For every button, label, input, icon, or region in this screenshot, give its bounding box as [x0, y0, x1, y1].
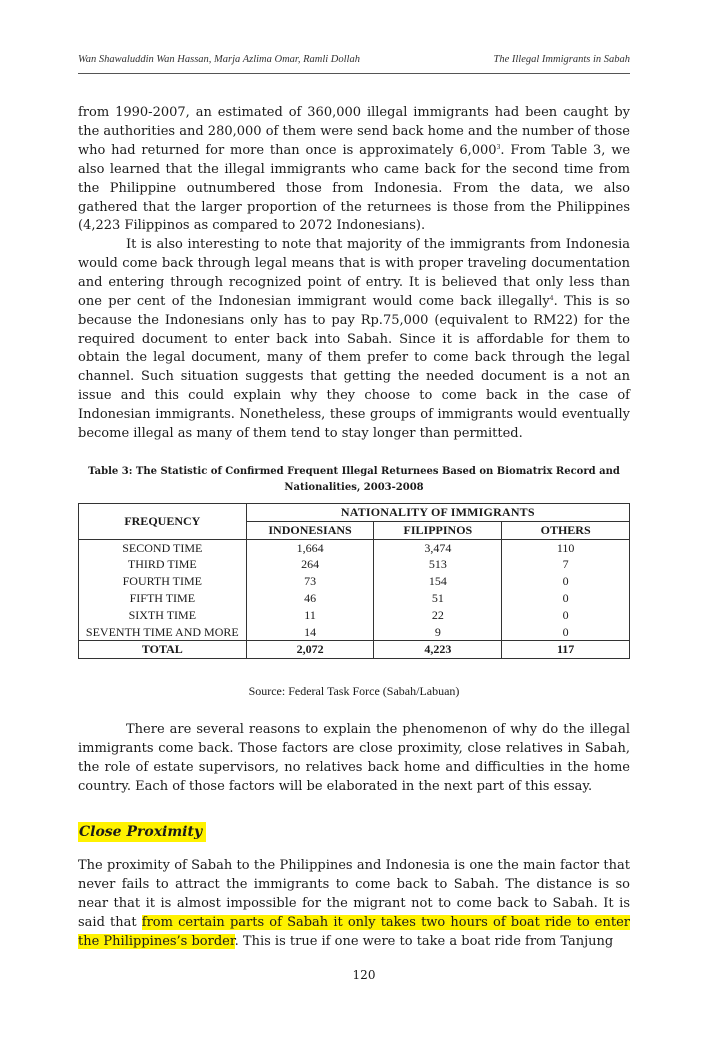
cell-indonesians: 1,664 [246, 539, 374, 556]
total-indonesians: 2,072 [246, 641, 374, 659]
paragraph-4 [78, 857, 630, 952]
total-label: TOTAL [79, 641, 247, 659]
table-header-row [79, 504, 630, 522]
cell-others: 0 [502, 590, 630, 607]
cell-others: 0 [502, 607, 630, 624]
table-total-row [79, 641, 630, 659]
cell-others: 0 [502, 624, 630, 641]
table-caption: Table 3: The Statistic of Confirmed Frequent Illegal Returnees Based on Biomatrix Record and Nationalities, 2003-2008 [88, 466, 620, 493]
row-label: FIFTH TIME [79, 590, 247, 607]
footnote-ref-4[interactable]: 4 [549, 294, 554, 302]
table-row [79, 556, 630, 573]
total-others: 117 [502, 641, 630, 659]
cell-indonesians: 46 [246, 590, 374, 607]
row-label: SECOND TIME [79, 539, 247, 556]
cell-indonesians: 14 [246, 624, 374, 641]
header-frequency: FREQUENCY [79, 504, 247, 540]
table-source: Source: Federal Task Force (Sabah/Labuan) [248, 684, 460, 698]
header-rule [78, 73, 630, 74]
cell-filippinos: 3,474 [374, 539, 502, 556]
row-label: THIRD TIME [79, 556, 247, 573]
running-header [78, 54, 630, 70]
paragraph-4-text-b: . This is true if one were to take a boat ride from Tanjung [234, 933, 614, 949]
table-row [79, 624, 630, 641]
header-journal-title: The Illegal Immigrants in Sabah [493, 54, 630, 65]
row-label: SIXTH TIME [79, 607, 247, 624]
cell-others: 7 [502, 556, 630, 573]
paragraph-1 [78, 104, 630, 236]
header-others: OTHERS [502, 521, 630, 539]
total-filippinos: 4,223 [374, 641, 502, 659]
cell-filippinos: 22 [374, 607, 502, 624]
row-label: FOURTH TIME [79, 573, 247, 590]
cell-indonesians: 264 [246, 556, 374, 573]
header-authors: Wan Shawaluddin Wan Hassan, Marja Azlima Omar, Ramli Dollah [78, 54, 360, 65]
paragraph-1-text-a: from 1990-2007, an estimated of 360,000 illegal immigrants had been caught by the authorities and 280,000 of them were send back home and the number of those who had returned for more than once is approximately 6,000 [78, 105, 630, 158]
header-filippinos: FILIPPINOS [374, 521, 502, 539]
table-row [79, 573, 630, 590]
cell-indonesians: 73 [246, 573, 374, 590]
cell-others: 0 [502, 573, 630, 590]
cell-filippinos: 9 [374, 624, 502, 641]
table-row [79, 607, 630, 624]
table-row [79, 590, 630, 607]
paragraph-1-text-b: . From Table 3, we also learned that the illegal immigrants who came back for the second time from the Philippine outnumbered those from Indonesia. From the data, we also gathered that the larger proportion of the returnees is those from the Philippines (4,223 Filippinos as compared to 2072 Indonesians). [78, 142, 631, 234]
cell-filippinos: 154 [374, 573, 502, 590]
statistics-table [78, 503, 630, 659]
paragraph-3 [78, 721, 630, 797]
header-nationality-group: NATIONALITY OF IMMIGRANTS [246, 504, 629, 522]
paragraph-2 [78, 236, 630, 444]
header-indonesians: INDONESIANS [246, 521, 374, 539]
cell-indonesians: 11 [246, 607, 374, 624]
footnote-ref-3[interactable]: 3 [496, 143, 501, 151]
cell-filippinos: 513 [374, 556, 502, 573]
page-number: 120 [352, 968, 376, 982]
paragraph-2-text-b: . This is so because the Indonesians only has to pay Rp.75,000 (equivalent to RM22) for the required document to enter back into Sabah. Since it is affordable for them to obtain the legal document, many of them prefer to come back through the legal channel. Such situation suggests that getting the needed document is a not an issue and this could explain why they choose to come back in the case of Indonesian immigrants. Nonetheless, these groups of immigrants would eventually become illegal as many of them tend to stay longer than permitted. [78, 293, 630, 442]
cell-others: 110 [502, 539, 630, 556]
section-heading-close-proximity: Close Proximity [78, 822, 206, 842]
highlighted-passage: from certain parts of Sabah it only takes two hours of boat ride to enter the Philippines’s border [78, 914, 630, 949]
paragraph-4-text-a: The proximity of Sabah to the Philippines and Indonesia is one the main factor that never fails to attract the immigrants to come back to Sabah. The distance is so near that it is almost impossible for the migrant not to come back to Sabah. It is said that [78, 858, 630, 930]
paragraph-3-text: There are several reasons to explain the phenomenon of why do the illegal immigrants come back. Those factors are close proximity, close relatives in Sabah, the role of estate supervisors, no relatives back home and difficulties in the home country. Each of those factors will be elaborated in the next part of this essay. [78, 722, 630, 794]
cell-filippinos: 51 [374, 590, 502, 607]
table-row [79, 539, 630, 556]
row-label: SEVENTH TIME AND MORE [79, 624, 247, 641]
paragraph-2-text-a: It is also interesting to note that majority of the immigrants from Indonesia would come back through legal means that is with proper traveling documentation and entering through recognized point of entry. It is believed that only less than one per cent of the Indonesian immigrant would come back illegally [78, 237, 630, 309]
